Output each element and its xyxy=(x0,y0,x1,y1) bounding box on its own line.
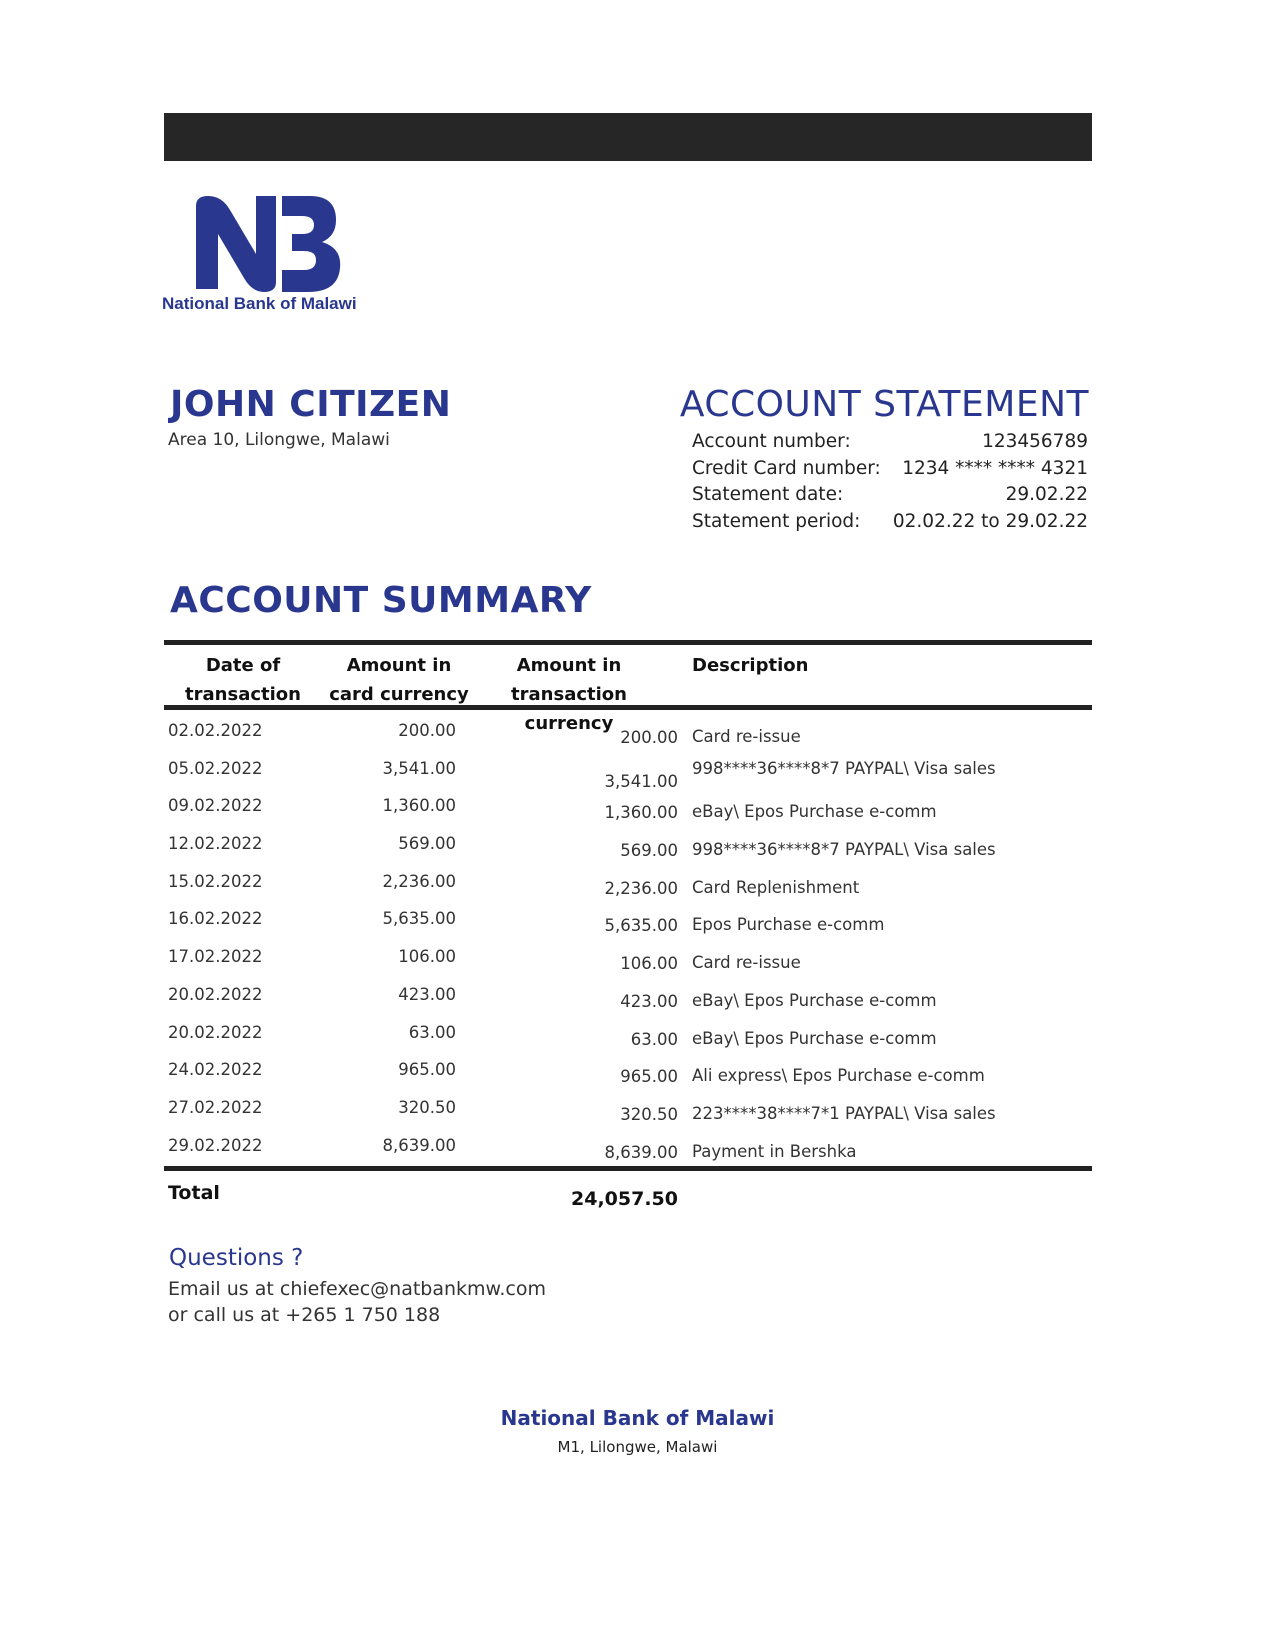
total-value: 24,057.50 xyxy=(571,1188,678,1211)
footer-address: M1, Lilongwe, Malawi xyxy=(557,1438,718,1456)
table-bottom-rule xyxy=(164,1166,1092,1171)
cell-description: Epos Purchase e-comm xyxy=(692,915,885,935)
contact-email: Email us at chiefexec@natbankmw.com xyxy=(168,1278,546,1300)
cell-card-amount: 106.00 xyxy=(398,947,456,967)
logo-wordmark: National Bank of Malawi xyxy=(162,294,357,313)
cell-card-amount: 423.00 xyxy=(398,984,456,1004)
statement-info xyxy=(692,429,1088,535)
cell-card-amount: 3,541.00 xyxy=(382,758,456,778)
cell-date: 17.02.2022 xyxy=(168,947,263,967)
field-label: Statement period: xyxy=(692,510,861,532)
field-value: 29.02.22 xyxy=(1005,484,1088,505)
cell-date: 29.02.2022 xyxy=(168,1135,263,1155)
cell-date: 12.02.2022 xyxy=(168,834,263,854)
cell-transaction-amount: 200.00 xyxy=(620,728,678,747)
cell-description: Card re-issue xyxy=(692,727,801,746)
statement-date-row xyxy=(692,482,1088,509)
account-number-row xyxy=(692,429,1088,456)
cell-transaction-amount: 2,236.00 xyxy=(604,878,678,898)
field-label: Account number: xyxy=(692,431,851,452)
table-row xyxy=(164,978,1092,1016)
header-description: Description xyxy=(692,655,809,676)
nb-logo-icon xyxy=(192,194,342,294)
cell-date: 02.02.2022 xyxy=(168,721,263,740)
footer-bank-name: National Bank of Malawi xyxy=(500,1406,775,1430)
cell-description: eBay\ Epos Purchase e-comm xyxy=(692,802,937,822)
customer-name: JOHN CITIZEN xyxy=(170,384,452,425)
cell-transaction-amount: 3,541.00 xyxy=(604,771,678,791)
cell-card-amount: 2,236.00 xyxy=(382,871,456,891)
header-card-amount: Amount in card currency xyxy=(329,655,469,705)
table-body xyxy=(164,710,1092,1166)
table-row xyxy=(164,752,1092,790)
header-transaction-amount: Amount in transaction currency xyxy=(511,655,627,734)
field-label: Statement date: xyxy=(692,484,844,505)
contact-phone: or call us at +265 1 750 188 xyxy=(168,1304,441,1326)
cell-transaction-amount: 63.00 xyxy=(630,1029,678,1049)
table-top-rule xyxy=(164,640,1092,645)
field-value: 123456789 xyxy=(982,431,1088,452)
statement-period-row xyxy=(692,509,1088,536)
table-row xyxy=(164,902,1092,940)
cell-card-amount: 63.00 xyxy=(408,1022,456,1042)
field-label: Credit Card number: xyxy=(692,457,881,479)
cell-date: 16.02.2022 xyxy=(168,909,263,929)
cell-card-amount: 569.00 xyxy=(398,834,456,854)
bank-logo xyxy=(160,190,390,320)
table-row xyxy=(164,1053,1092,1091)
header-date: Date of transaction xyxy=(185,655,301,705)
table-row xyxy=(164,1016,1092,1054)
cell-card-amount: 5,635.00 xyxy=(382,909,456,929)
cell-description: 223****38****7*1 PAYPAL\ Visa sales xyxy=(692,1103,996,1123)
cell-transaction-amount: 106.00 xyxy=(620,954,678,974)
cell-date: 20.02.2022 xyxy=(168,984,263,1004)
cell-date: 24.02.2022 xyxy=(168,1060,263,1080)
cell-date: 20.02.2022 xyxy=(168,1022,263,1042)
cell-card-amount: 965.00 xyxy=(398,1060,456,1080)
cell-date: 09.02.2022 xyxy=(168,796,263,816)
cell-description: Payment in Bershka xyxy=(692,1141,857,1161)
field-value: 1234 **** **** 4321 xyxy=(902,457,1088,479)
cell-description: Card Replenishment xyxy=(692,877,860,897)
cell-transaction-amount: 320.50 xyxy=(620,1104,678,1124)
cell-description: eBay\ Epos Purchase e-comm xyxy=(692,1028,937,1048)
summary-title: ACCOUNT SUMMARY xyxy=(170,580,592,621)
cell-description: eBay\ Epos Purchase e-comm xyxy=(692,990,937,1010)
statement-title: ACCOUNT STATEMENT xyxy=(679,384,1089,425)
cell-date: 15.02.2022 xyxy=(168,871,263,891)
cell-transaction-amount: 1,360.00 xyxy=(604,803,678,823)
table-row xyxy=(164,827,1092,865)
cell-description: 998****36****8*7 PAYPAL\ Visa sales xyxy=(692,758,996,778)
table-row xyxy=(164,789,1092,827)
cell-date: 27.02.2022 xyxy=(168,1097,263,1117)
cell-card-amount: 1,360.00 xyxy=(382,796,456,816)
cell-description: Ali express\ Epos Purchase e-comm xyxy=(692,1066,985,1086)
cell-card-amount: 320.50 xyxy=(398,1097,456,1117)
table-row xyxy=(164,1091,1092,1129)
cell-date: 05.02.2022 xyxy=(168,758,263,778)
total-row xyxy=(164,1174,1092,1224)
cell-transaction-amount: 423.00 xyxy=(620,991,678,1011)
card-number-row xyxy=(692,456,1088,483)
questions-title: Questions ? xyxy=(169,1245,304,1271)
field-value: 02.02.22 to 29.02.22 xyxy=(892,510,1088,532)
cell-transaction-amount: 569.00 xyxy=(620,841,678,861)
table-row xyxy=(164,940,1092,978)
table-row xyxy=(164,714,1092,752)
cell-description: Card re-issue xyxy=(692,953,801,973)
transactions-table xyxy=(164,640,1092,1224)
table-row xyxy=(164,1129,1092,1167)
header-bar xyxy=(164,113,1092,161)
cell-transaction-amount: 5,635.00 xyxy=(604,916,678,936)
cell-card-amount: 200.00 xyxy=(398,721,456,740)
cell-transaction-amount: 8,639.00 xyxy=(604,1142,678,1162)
customer-address: Area 10, Lilongwe, Malawi xyxy=(168,430,390,450)
cell-transaction-amount: 965.00 xyxy=(620,1067,678,1087)
cell-description: 998****36****8*7 PAYPAL\ Visa sales xyxy=(692,840,996,860)
cell-card-amount: 8,639.00 xyxy=(382,1135,456,1155)
table-row xyxy=(164,865,1092,903)
total-label: Total xyxy=(168,1182,220,1205)
